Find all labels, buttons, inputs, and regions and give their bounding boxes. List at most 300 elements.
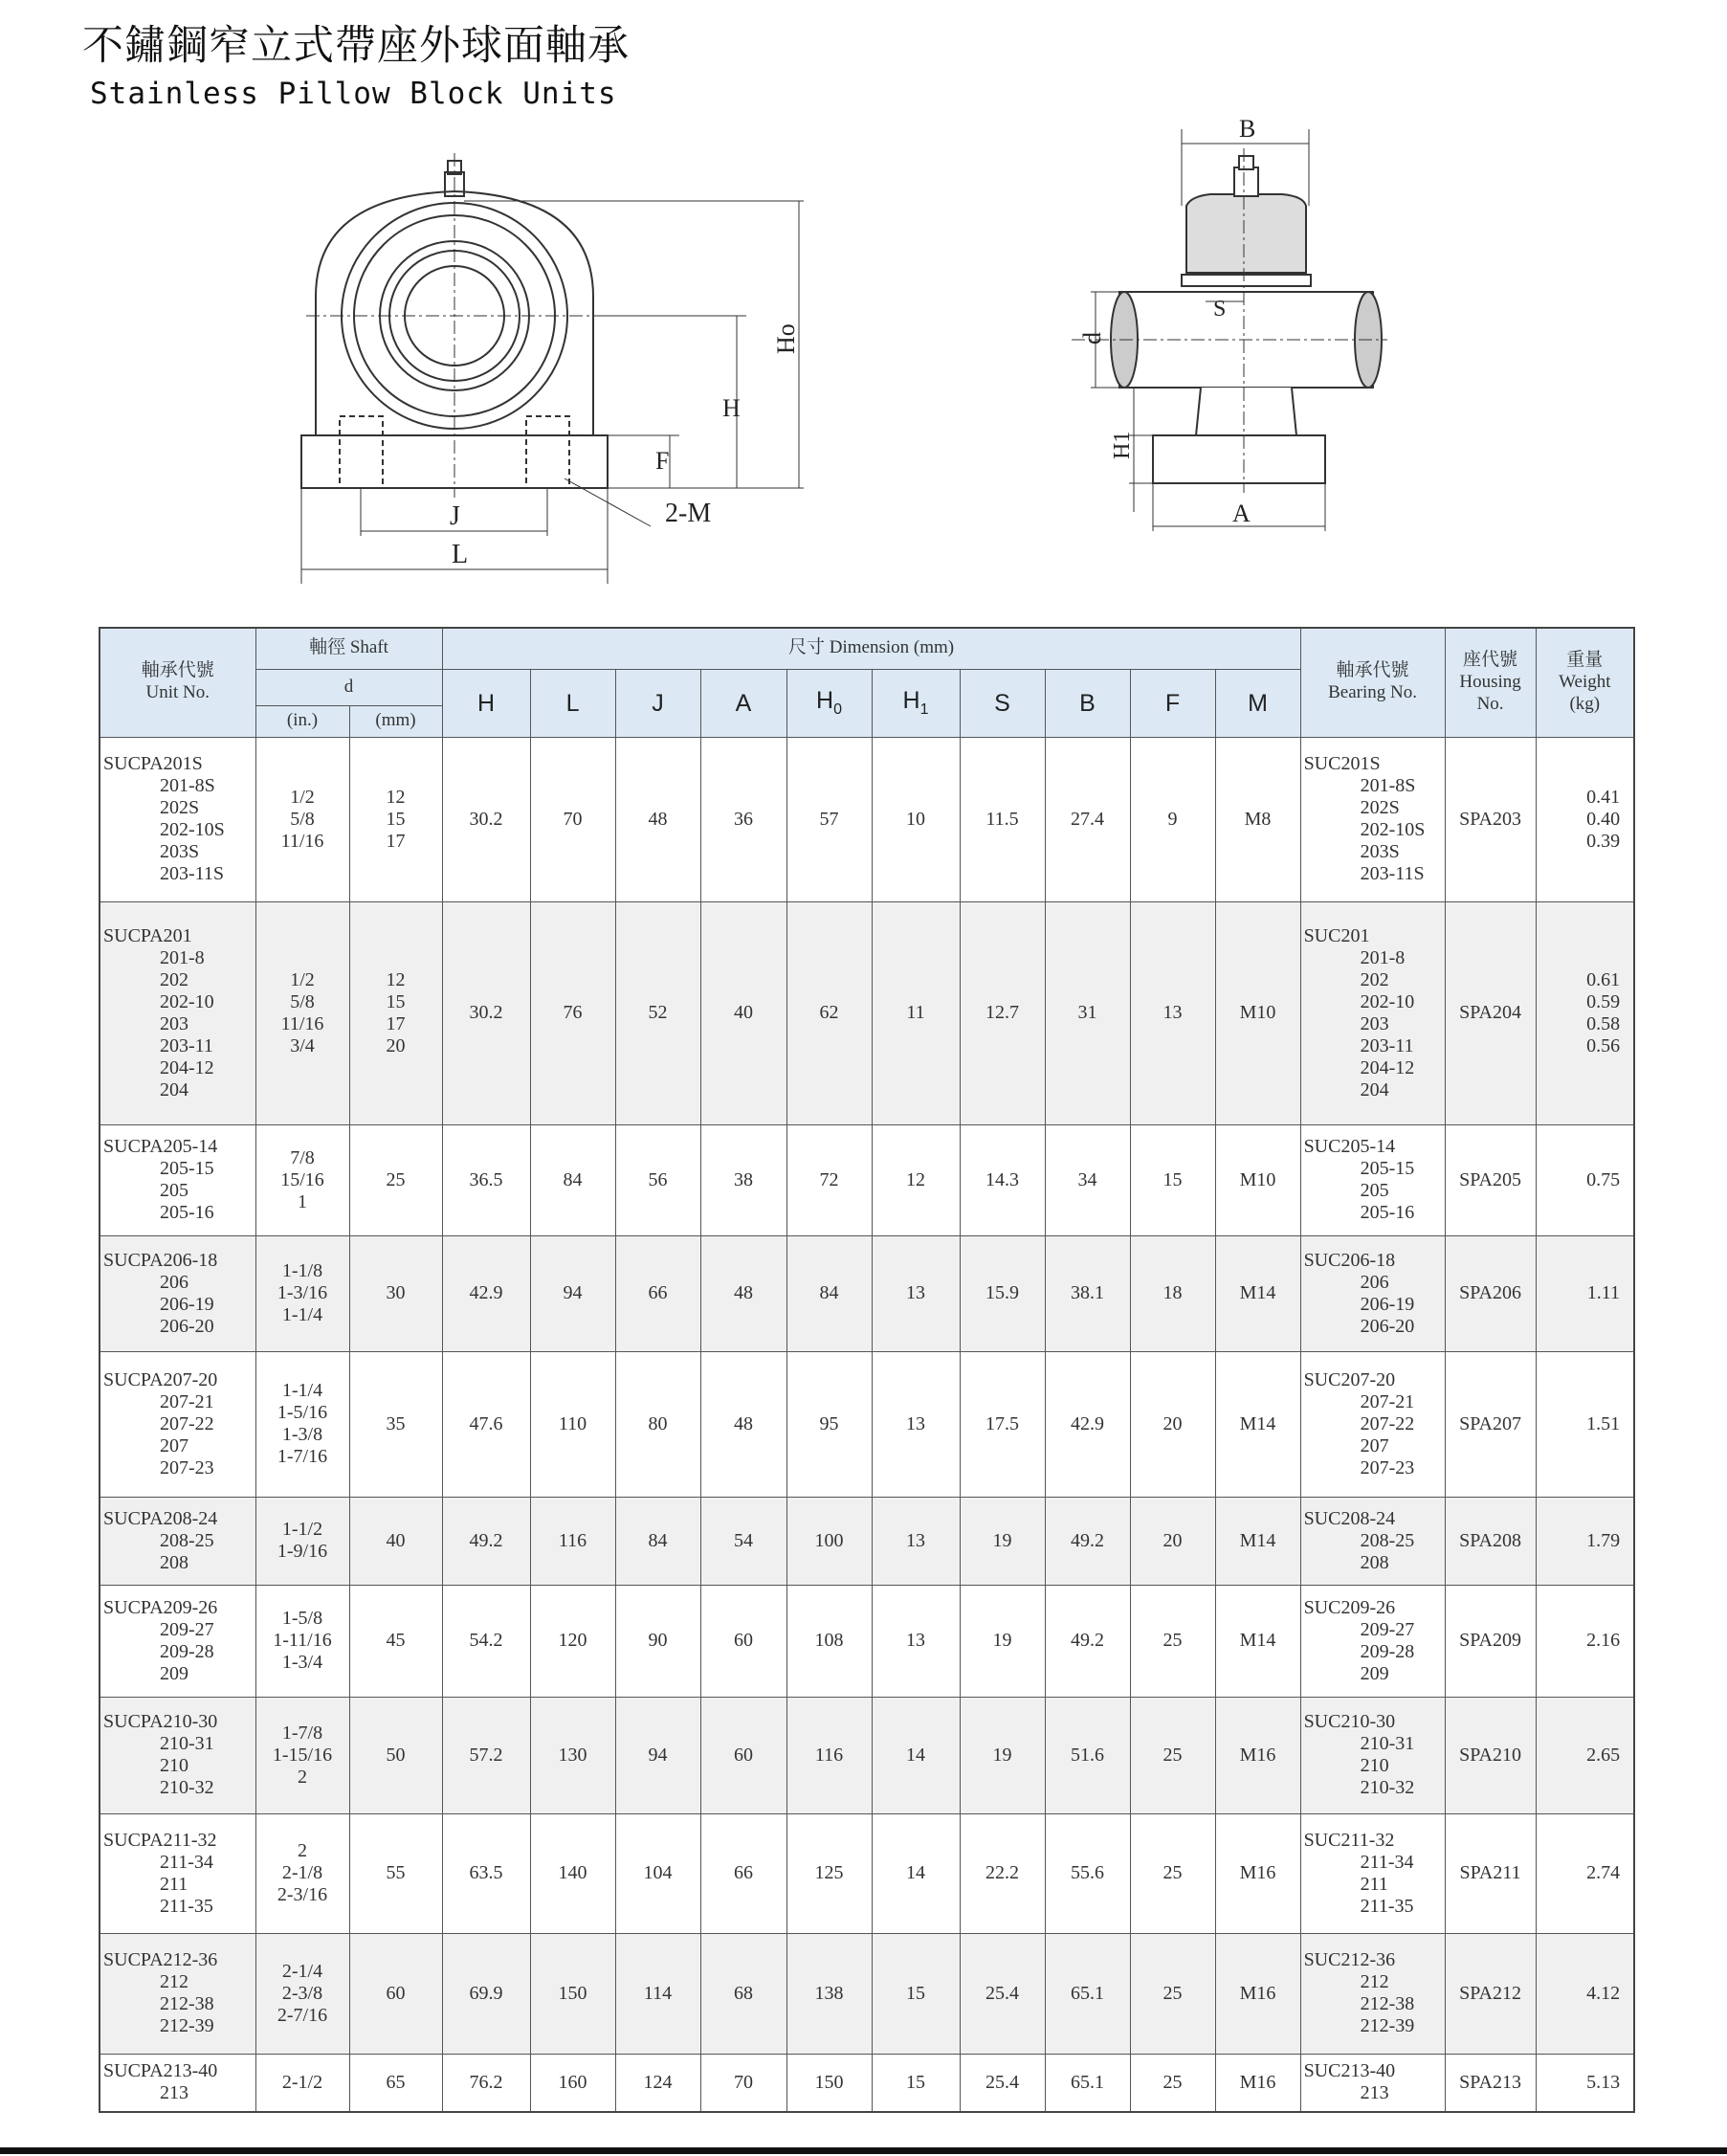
header-housing-no: 座代號 Housing No. xyxy=(1445,628,1536,737)
dim-cell-a: 54 xyxy=(700,1497,786,1585)
dim-cell-h0: 108 xyxy=(786,1585,872,1697)
shaft-inch-cell xyxy=(255,1351,349,1497)
dim-cell-h0: 57 xyxy=(786,737,872,901)
bearing-no-cell-line: 212 xyxy=(1360,1971,1389,1992)
dim-cell-m: M16 xyxy=(1215,1813,1300,1933)
bearing-no-cell-line: 212-38 xyxy=(1360,1993,1415,2014)
unit-no-cell-line: 212-38 xyxy=(160,1993,214,2014)
bearing-no-cell-line: 201-8S xyxy=(1360,775,1416,796)
weight-cell-line: 2.16 xyxy=(1586,1630,1621,1651)
shaft-inch-cell xyxy=(255,901,349,1124)
label-Ho: Ho xyxy=(772,323,800,354)
unit-no-cell-line: SUCPA208-24 xyxy=(103,1507,218,1529)
dim-cell-f: 25 xyxy=(1130,1813,1215,1933)
shaft-inch-cell-line: 2 xyxy=(298,1840,307,1861)
bearing-no-cell-line: 209-27 xyxy=(1360,1618,1415,1640)
housing-no-cell: SPA207 xyxy=(1445,1351,1536,1497)
shaft-mm-cell-line: 60 xyxy=(386,1982,406,2004)
bearing-no-cell xyxy=(1300,1697,1445,1813)
shaft-inch-cell-line: 11/16 xyxy=(280,830,324,852)
unit-no-cell-line: SUCPA209-26 xyxy=(103,1596,218,1618)
dim-cell-h1: 11 xyxy=(872,901,960,1124)
bearing-no-cell-line: 210 xyxy=(1360,1755,1389,1776)
bearing-no-cell-line: SUC210-30 xyxy=(1303,1711,1396,1732)
unit-no-cell-line: 212 xyxy=(160,1971,188,1992)
bearing-no-cell xyxy=(1300,1585,1445,1697)
dim-cell-f: 25 xyxy=(1130,1585,1215,1697)
weight-cell xyxy=(1536,1585,1634,1697)
unit-no-cell-line: 202-10 xyxy=(160,990,214,1012)
table-row xyxy=(100,1585,1634,1697)
dim-cell-f: 9 xyxy=(1130,737,1215,901)
bearing-no-cell xyxy=(1300,901,1445,1124)
table-row xyxy=(100,2054,1634,2112)
dim-cell-f: 25 xyxy=(1130,1933,1215,2054)
header-dim-l: L xyxy=(530,669,615,737)
shaft-mm-cell-line: 20 xyxy=(386,1034,406,1056)
dim-cell-b: 42.9 xyxy=(1045,1351,1130,1497)
dim-cell-h0: 72 xyxy=(786,1124,872,1235)
header-dim-f: F xyxy=(1130,669,1215,737)
bearing-no-cell-line: SUC209-26 xyxy=(1303,1596,1396,1618)
dim-cell-a: 70 xyxy=(700,2054,786,2112)
shaft-inch-cell-line: 1-1/4 xyxy=(281,1380,323,1401)
dim-cell-h: 49.2 xyxy=(442,1497,530,1585)
weight-cell xyxy=(1536,2054,1634,2112)
unit-no-cell-line: 204 xyxy=(160,1078,188,1100)
unit-no-cell-line: 206-19 xyxy=(160,1293,214,1315)
bearing-no-cell-line: 203-11S xyxy=(1360,863,1425,884)
bearing-no-cell xyxy=(1300,1813,1445,1933)
dim-cell-s: 19 xyxy=(960,1497,1045,1585)
housing-no-cell: SPA209 xyxy=(1445,1585,1536,1697)
header-weight: 重量 Weight (kg) xyxy=(1536,628,1634,737)
shaft-mm-cell-line: 65 xyxy=(386,2071,406,2093)
bearing-no-cell-line: 211-34 xyxy=(1360,1851,1414,1873)
dim-cell-s: 15.9 xyxy=(960,1235,1045,1351)
bearing-no-cell-line: 206-19 xyxy=(1360,1293,1415,1315)
unit-no-cell-line: SUCPA212-36 xyxy=(103,1949,218,1970)
header-dim-j: J xyxy=(615,669,700,737)
dim-cell-b: 27.4 xyxy=(1045,737,1130,901)
bearing-no-cell-line: SUC201S xyxy=(1303,753,1381,774)
dim-cell-j: 124 xyxy=(615,2054,700,2112)
weight-cell-line: 1.51 xyxy=(1586,1412,1621,1434)
table-row xyxy=(100,1933,1634,2054)
shaft-mm-cell xyxy=(349,901,442,1124)
dim-cell-s: 19 xyxy=(960,1697,1045,1813)
unit-no-cell-line: 208-25 xyxy=(160,1529,214,1551)
unit-no-cell-line: 207-21 xyxy=(160,1390,214,1412)
bearing-no-cell-line: 211 xyxy=(1360,1873,1388,1895)
dim-cell-b: 34 xyxy=(1045,1124,1130,1235)
shaft-inch-cell-line: 1-1/8 xyxy=(281,1260,323,1281)
spec-table xyxy=(99,627,1635,2113)
dim-cell-f: 25 xyxy=(1130,1697,1215,1813)
dim-cell-m: M14 xyxy=(1215,1351,1300,1497)
dim-cell-m: M16 xyxy=(1215,1933,1300,2054)
unit-no-cell xyxy=(100,1235,255,1351)
dim-cell-h: 42.9 xyxy=(442,1235,530,1351)
dim-cell-f: 20 xyxy=(1130,1497,1215,1585)
unit-no-cell-line: 207 xyxy=(160,1434,188,1456)
label-J: J xyxy=(450,501,460,531)
dim-cell-h0: 150 xyxy=(786,2054,872,2112)
dim-cell-a: 36 xyxy=(700,737,786,901)
table-row xyxy=(100,1697,1634,1813)
unit-no-cell-line: 201-8S xyxy=(160,775,215,796)
label-2-M: 2-M xyxy=(665,499,712,528)
header-unit-no: 軸承代號 Unit No. xyxy=(100,628,255,737)
bearing-no-cell-line: 210-31 xyxy=(1360,1733,1415,1754)
shaft-mm-cell xyxy=(349,2054,442,2112)
bearing-no-cell-line: 207-21 xyxy=(1360,1390,1415,1412)
weight-cell-line: 0.40 xyxy=(1586,808,1621,830)
shaft-inch-cell-line: 1-3/16 xyxy=(277,1282,328,1303)
bearing-no-cell-line: 213 xyxy=(1360,2082,1389,2104)
bearing-no-cell-line: 202-10S xyxy=(1360,819,1426,840)
weight-cell xyxy=(1536,1933,1634,2054)
bearing-no-cell-line: 212-39 xyxy=(1360,2015,1415,2036)
bearing-no-cell xyxy=(1300,1124,1445,1235)
shaft-mm-cell-line: 17 xyxy=(386,1012,406,1034)
shaft-inch-cell-line: 2-3/16 xyxy=(277,1884,328,1905)
unit-no-cell-line: 209-27 xyxy=(160,1618,214,1640)
shaft-mm-cell-line: 15 xyxy=(386,990,406,1012)
weight-cell xyxy=(1536,901,1634,1124)
dim-cell-h: 36.5 xyxy=(442,1124,530,1235)
dim-cell-m: M10 xyxy=(1215,901,1300,1124)
housing-no-cell: SPA204 xyxy=(1445,901,1536,1124)
shaft-mm-cell-line: 12 xyxy=(386,968,406,990)
unit-no-cell xyxy=(100,1585,255,1697)
table-header xyxy=(100,628,1634,737)
bearing-no-cell-line: SUC207-20 xyxy=(1303,1368,1396,1390)
bearing-no-cell xyxy=(1300,737,1445,901)
housing-no-cell: SPA210 xyxy=(1445,1697,1536,1813)
header-dim-m: M xyxy=(1215,669,1300,737)
dim-cell-b: 55.6 xyxy=(1045,1813,1130,1933)
label-H1: H1 xyxy=(1110,431,1135,459)
table-row xyxy=(100,1497,1634,1585)
shaft-mm-cell-line: 25 xyxy=(386,1168,406,1190)
shaft-inch-cell-line: 1-7/8 xyxy=(281,1722,323,1744)
unit-no-cell-line: 205-16 xyxy=(160,1202,214,1223)
page-title-chinese: 不鏽鋼窄立式帶座外球面軸承 xyxy=(82,22,630,70)
dim-cell-a: 38 xyxy=(700,1124,786,1235)
dim-cell-h1: 15 xyxy=(872,1933,960,2054)
dim-cell-l: 140 xyxy=(530,1813,615,1933)
dim-cell-h1: 13 xyxy=(872,1235,960,1351)
bearing-no-cell-line: 205-15 xyxy=(1360,1158,1415,1179)
label-L: L xyxy=(452,540,469,569)
dim-cell-a: 40 xyxy=(700,901,786,1124)
dim-cell-h: 54.2 xyxy=(442,1585,530,1697)
dim-cell-l: 94 xyxy=(530,1235,615,1351)
bottom-divider xyxy=(0,2147,1727,2154)
dim-cell-h: 76.2 xyxy=(442,2054,530,2112)
weight-cell-line: 0.41 xyxy=(1586,786,1621,808)
shaft-inch-cell-line: 2-1/8 xyxy=(281,1862,323,1883)
unit-no-cell-line: 213 xyxy=(160,2082,188,2104)
dim-cell-h: 63.5 xyxy=(442,1813,530,1933)
header-dim-h0: $H_0$ xyxy=(786,669,872,737)
housing-no-cell: SPA208 xyxy=(1445,1497,1536,1585)
shaft-inch-cell-line: 1-1/2 xyxy=(281,1519,323,1540)
weight-cell xyxy=(1536,1497,1634,1585)
bearing-no-cell xyxy=(1300,2054,1445,2112)
dim-cell-a: 60 xyxy=(700,1697,786,1813)
bearing-no-cell-line: 204-12 xyxy=(1360,1056,1415,1078)
dim-cell-h1: 14 xyxy=(872,1813,960,1933)
unit-no-cell-line: 210 xyxy=(160,1755,188,1776)
unit-no-cell-line: 203 xyxy=(160,1012,188,1034)
unit-no-cell-line: 211-35 xyxy=(160,1895,213,1917)
dim-cell-m: M14 xyxy=(1215,1235,1300,1351)
shaft-inch-cell-line: 2-1/4 xyxy=(281,1960,323,1982)
table-row xyxy=(100,1351,1634,1497)
dim-cell-b: 65.1 xyxy=(1045,2054,1130,2112)
dim-cell-h: 57.2 xyxy=(442,1697,530,1813)
dim-cell-a: 68 xyxy=(700,1933,786,2054)
unit-no-cell-line: SUCPA201 xyxy=(103,924,192,946)
dim-cell-h: 69.9 xyxy=(442,1933,530,2054)
dim-cell-m: M8 xyxy=(1215,737,1300,901)
page-title-english: Stainless Pillow Block Units xyxy=(90,77,617,111)
dim-cell-h: 47.6 xyxy=(442,1351,530,1497)
shaft-inch-cell-line: 1-3/8 xyxy=(281,1424,323,1445)
dim-cell-f: 20 xyxy=(1130,1351,1215,1497)
dim-cell-h1: 10 xyxy=(872,737,960,901)
weight-cell-line: 2.65 xyxy=(1586,1744,1621,1766)
shaft-inch-cell-line: 1-15/16 xyxy=(272,1744,333,1766)
header-dim-a: A xyxy=(700,669,786,737)
dim-cell-l: 160 xyxy=(530,2054,615,2112)
unit-no-cell-line: 211 xyxy=(160,1873,188,1895)
shaft-inch-cell-line: 1-5/16 xyxy=(277,1402,328,1423)
unit-no-cell-line: 210-31 xyxy=(160,1733,214,1754)
shaft-mm-cell-line: 17 xyxy=(386,830,406,852)
dim-cell-h0: 100 xyxy=(786,1497,872,1585)
unit-no-cell-line: SUCPA213-40 xyxy=(103,2060,218,2082)
dim-cell-h0: 62 xyxy=(786,901,872,1124)
dim-cell-m: M16 xyxy=(1215,2054,1300,2112)
bearing-no-cell-line: 205-16 xyxy=(1360,1202,1415,1223)
dim-cell-b: 31 xyxy=(1045,901,1130,1124)
unit-no-cell-line: SUCPA206-18 xyxy=(103,1249,218,1271)
bearing-no-cell-line: 203S xyxy=(1360,841,1400,862)
shaft-inch-cell xyxy=(255,737,349,901)
weight-cell xyxy=(1536,737,1634,901)
dim-cell-f: 15 xyxy=(1130,1124,1215,1235)
weight-cell-line: 0.61 xyxy=(1586,968,1621,990)
unit-no-cell-line: 201-8 xyxy=(160,946,205,968)
table-row xyxy=(100,1124,1634,1235)
shaft-inch-cell-line: 2-1/2 xyxy=(281,2071,323,2093)
unit-no-cell-line: SUCPA207-20 xyxy=(103,1368,218,1390)
dim-cell-j: 94 xyxy=(615,1697,700,1813)
dim-cell-s: 19 xyxy=(960,1585,1045,1697)
dim-cell-s: 12.7 xyxy=(960,901,1045,1124)
dim-cell-l: 110 xyxy=(530,1351,615,1497)
header-dim-h: H xyxy=(442,669,530,737)
shaft-mm-cell xyxy=(349,1235,442,1351)
dim-cell-j: 84 xyxy=(615,1497,700,1585)
table-row xyxy=(100,901,1634,1124)
unit-no-cell xyxy=(100,1124,255,1235)
unit-no-cell-line: 210-32 xyxy=(160,1777,214,1798)
dim-cell-l: 76 xyxy=(530,901,615,1124)
unit-no-cell-line: 202-10S xyxy=(160,819,225,840)
bearing-no-cell-line: SUC208-24 xyxy=(1303,1507,1396,1529)
shaft-mm-cell xyxy=(349,1813,442,1933)
weight-cell-line: 0.39 xyxy=(1586,830,1621,852)
header-dimension: 尺寸 Dimension (mm) xyxy=(442,628,1300,669)
label-H: H xyxy=(722,394,741,422)
dim-cell-h1: 12 xyxy=(872,1124,960,1235)
bearing-no-cell-line: 203-11 xyxy=(1360,1034,1414,1056)
shaft-inch-cell-line: 1 xyxy=(298,1190,307,1212)
header-inch: (in.) xyxy=(255,705,349,737)
bearing-no-cell xyxy=(1300,1497,1445,1585)
bearing-no-cell-line: SUC213-40 xyxy=(1303,2060,1396,2082)
shaft-inch-cell xyxy=(255,1585,349,1697)
shaft-mm-cell xyxy=(349,1351,442,1497)
unit-no-cell xyxy=(100,1351,255,1497)
bearing-no-cell-line: 211-35 xyxy=(1360,1895,1414,1917)
shaft-inch-cell-line: 2 xyxy=(298,1766,307,1788)
unit-no-cell-line: 205-15 xyxy=(160,1158,214,1179)
unit-no-cell-line: 206 xyxy=(160,1271,188,1293)
bearing-no-cell-line: 202-10 xyxy=(1360,990,1415,1012)
dim-cell-b: 49.2 xyxy=(1045,1497,1130,1585)
bearing-no-cell-line: 203 xyxy=(1360,1012,1389,1034)
shaft-inch-cell xyxy=(255,2054,349,2112)
bearing-no-cell-line: SUC212-36 xyxy=(1303,1949,1396,1970)
dim-cell-h0: 125 xyxy=(786,1813,872,1933)
housing-no-cell: SPA206 xyxy=(1445,1235,1536,1351)
shaft-inch-cell xyxy=(255,1697,349,1813)
dim-cell-f: 13 xyxy=(1130,901,1215,1124)
unit-no-cell xyxy=(100,2054,255,2112)
unit-no-cell-line: 204-12 xyxy=(160,1056,214,1078)
dim-cell-m: M10 xyxy=(1215,1124,1300,1235)
bearing-no-cell-line: 202 xyxy=(1360,968,1389,990)
unit-no-cell-line: 206-20 xyxy=(160,1315,214,1337)
dim-cell-j: 80 xyxy=(615,1351,700,1497)
shaft-mm-cell xyxy=(349,1933,442,2054)
bearing-no-cell-line: 208-25 xyxy=(1360,1529,1415,1551)
dim-cell-b: 65.1 xyxy=(1045,1933,1130,2054)
shaft-mm-cell xyxy=(349,737,442,901)
dim-cell-j: 52 xyxy=(615,901,700,1124)
weight-cell xyxy=(1536,1235,1634,1351)
shaft-inch-cell-line: 1/2 xyxy=(290,968,315,990)
header-dim-h1: $H_1$ xyxy=(872,669,960,737)
shaft-mm-cell xyxy=(349,1585,442,1697)
shaft-inch-cell-line: 2-3/8 xyxy=(281,1982,323,2004)
unit-no-cell-line: 212-39 xyxy=(160,2015,214,2036)
bearing-no-cell-line: 204 xyxy=(1360,1078,1389,1100)
unit-no-cell-line: 209-28 xyxy=(160,1640,214,1662)
unit-no-cell-line: 205 xyxy=(160,1180,188,1201)
shaft-inch-cell-line: 15/16 xyxy=(280,1168,324,1190)
shaft-inch-cell-line: 5/8 xyxy=(290,990,315,1012)
bearing-no-cell-line: SUC205-14 xyxy=(1303,1136,1396,1157)
unit-no-cell-line: 203S xyxy=(160,841,200,862)
dim-cell-h1: 14 xyxy=(872,1697,960,1813)
header-d: d xyxy=(255,669,442,705)
unit-no-cell-line: 209 xyxy=(160,1662,188,1684)
dim-cell-m: M14 xyxy=(1215,1497,1300,1585)
header-shaft: 軸徑 Shaft xyxy=(255,628,442,669)
housing-no-cell: SPA212 xyxy=(1445,1933,1536,2054)
dim-cell-j: 114 xyxy=(615,1933,700,2054)
shaft-mm-cell-line: 30 xyxy=(386,1282,406,1303)
dim-cell-j: 66 xyxy=(615,1235,700,1351)
shaft-inch-cell-line: 1-3/4 xyxy=(281,1652,323,1673)
dim-cell-j: 56 xyxy=(615,1124,700,1235)
unit-no-cell-line: 202 xyxy=(160,968,188,990)
weight-cell-line: 2.74 xyxy=(1586,1862,1621,1883)
shaft-inch-cell-line: 2-7/16 xyxy=(277,2004,328,2026)
housing-no-cell: SPA213 xyxy=(1445,2054,1536,2112)
shaft-inch-cell-line: 1-7/16 xyxy=(277,1446,328,1467)
shaft-mm-cell-line: 50 xyxy=(386,1744,406,1766)
bearing-no-cell-line: 208 xyxy=(1360,1551,1389,1573)
bearing-no-cell xyxy=(1300,1235,1445,1351)
dim-cell-h1: 13 xyxy=(872,1585,960,1697)
bearing-no-cell-line: 209 xyxy=(1360,1662,1389,1684)
weight-cell xyxy=(1536,1351,1634,1497)
shaft-mm-cell xyxy=(349,1497,442,1585)
dim-cell-s: 11.5 xyxy=(960,737,1045,901)
unit-no-cell-line: 207-23 xyxy=(160,1456,214,1478)
dim-cell-s: 17.5 xyxy=(960,1351,1045,1497)
unit-no-cell-line: SUCPA201S xyxy=(103,753,203,774)
bearing-no-cell-line: 207-23 xyxy=(1360,1456,1415,1478)
weight-cell xyxy=(1536,1697,1634,1813)
bearing-no-cell xyxy=(1300,1933,1445,2054)
dim-cell-h: 30.2 xyxy=(442,737,530,901)
shaft-inch-cell-line: 3/4 xyxy=(290,1034,315,1056)
weight-cell xyxy=(1536,1124,1634,1235)
bearing-no-cell-line: 209-28 xyxy=(1360,1640,1415,1662)
unit-no-cell-line: 207-22 xyxy=(160,1412,214,1434)
weight-cell-line: 0.56 xyxy=(1586,1034,1621,1056)
unit-no-cell-line: 208 xyxy=(160,1551,188,1573)
dim-cell-h1: 13 xyxy=(872,1497,960,1585)
unit-no-cell-line: SUCPA205-14 xyxy=(103,1136,218,1157)
shaft-inch-cell xyxy=(255,1235,349,1351)
bearing-no-cell xyxy=(1300,1351,1445,1497)
shaft-inch-cell-line: 7/8 xyxy=(290,1146,315,1168)
table-body xyxy=(100,737,1634,2112)
dim-cell-h0: 116 xyxy=(786,1697,872,1813)
housing-no-cell: SPA205 xyxy=(1445,1124,1536,1235)
dim-cell-a: 48 xyxy=(700,1351,786,1497)
unit-no-cell-line: 203-11S xyxy=(160,863,225,884)
shaft-inch-cell-line: 1/2 xyxy=(290,786,315,808)
bearing-no-cell-line: SUC201 xyxy=(1303,924,1370,946)
shaft-mm-cell xyxy=(349,1124,442,1235)
dim-cell-j: 48 xyxy=(615,737,700,901)
header-bearing-no: 軸承代號 Bearing No. xyxy=(1300,628,1445,737)
unit-no-cell-line: 211-34 xyxy=(160,1851,213,1873)
dim-cell-f: 18 xyxy=(1130,1235,1215,1351)
shaft-inch-cell xyxy=(255,1124,349,1235)
dim-cell-l: 116 xyxy=(530,1497,615,1585)
